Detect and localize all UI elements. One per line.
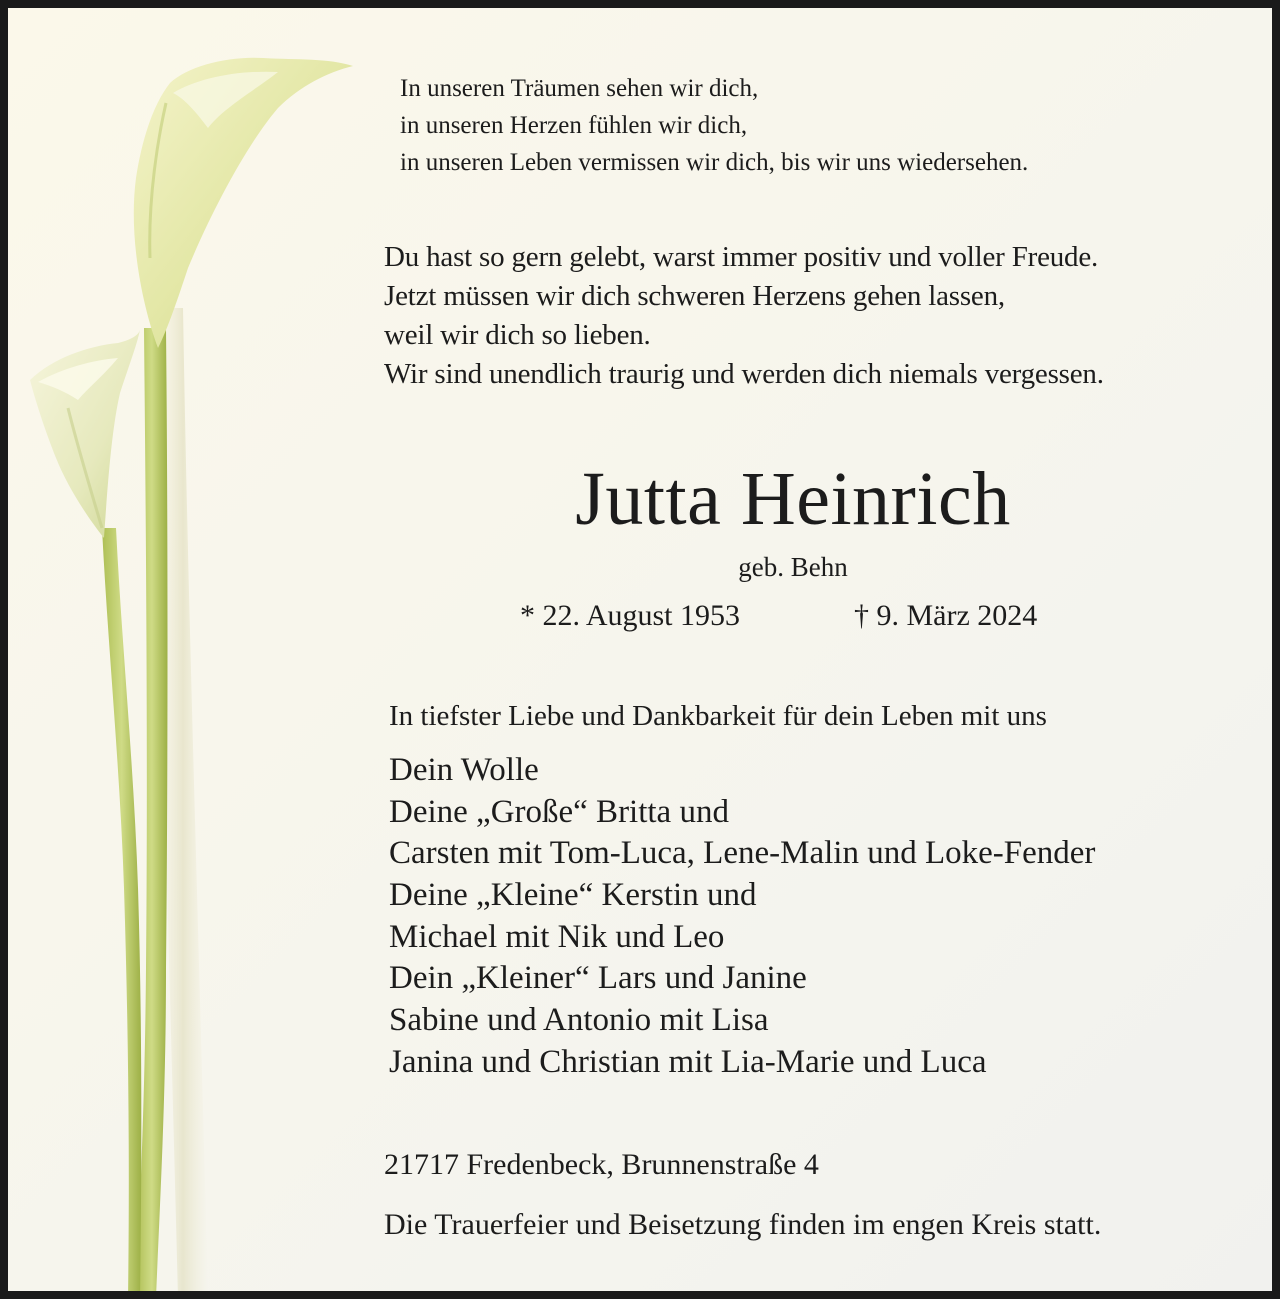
mourner-line: Dein Wolle	[389, 752, 539, 788]
ceremony-note: Die Trauerfeier und Beisetzung finden im engen Kreis statt.	[384, 1208, 1102, 1241]
mourner-line: Janina und Christian mit Lia-Marie und Luca	[389, 1044, 987, 1080]
mourner-line: Michael mit Nik und Leo	[389, 919, 725, 955]
mourner-line: Dein „Kleiner“ Lars und Janine	[389, 960, 807, 996]
calla-lily-image	[8, 8, 388, 1299]
poem-line: In unseren Träumen sehen wir dich,	[400, 75, 759, 102]
mourner-line: Deine „Kleine“ Kerstin und	[389, 877, 757, 913]
deceased-name: Jutta Heinrich	[575, 457, 1011, 541]
tribute-line: weil wir dich so lieben.	[384, 319, 651, 351]
mourner-line: Sabine und Antonio mit Lisa	[389, 1002, 769, 1038]
tribute-line: Wir sind unendlich traurig und werden dich niemals vergessen.	[384, 358, 1104, 390]
death-date: † 9. März 2024	[854, 599, 1038, 632]
mourners-intro: In tiefster Liebe und Dankbarkeit für dein Leben mit uns	[389, 700, 1047, 732]
mourner-line: Carsten mit Tom-Luca, Lene-Malin und Loke-Fender	[389, 835, 1096, 871]
tribute-line: Jetzt müssen wir dich schweren Herzens gehen lassen,	[384, 280, 1005, 312]
tribute-line: Du hast so gern gelebt, warst immer positiv und voller Freude.	[384, 241, 1099, 273]
poem-line: in unseren Herzen fühlen wir dich,	[400, 112, 748, 139]
poem-line: in unseren Leben vermissen wir dich, bis wir uns wiedersehen.	[400, 149, 1029, 176]
mourner-line: Deine „Große“ Britta und	[389, 794, 729, 830]
address: 21717 Fredenbeck, Brunnenstraße 4	[384, 1148, 819, 1181]
birth-date: * 22. August 1953	[520, 599, 741, 632]
birth-name: geb. Behn	[738, 552, 848, 582]
